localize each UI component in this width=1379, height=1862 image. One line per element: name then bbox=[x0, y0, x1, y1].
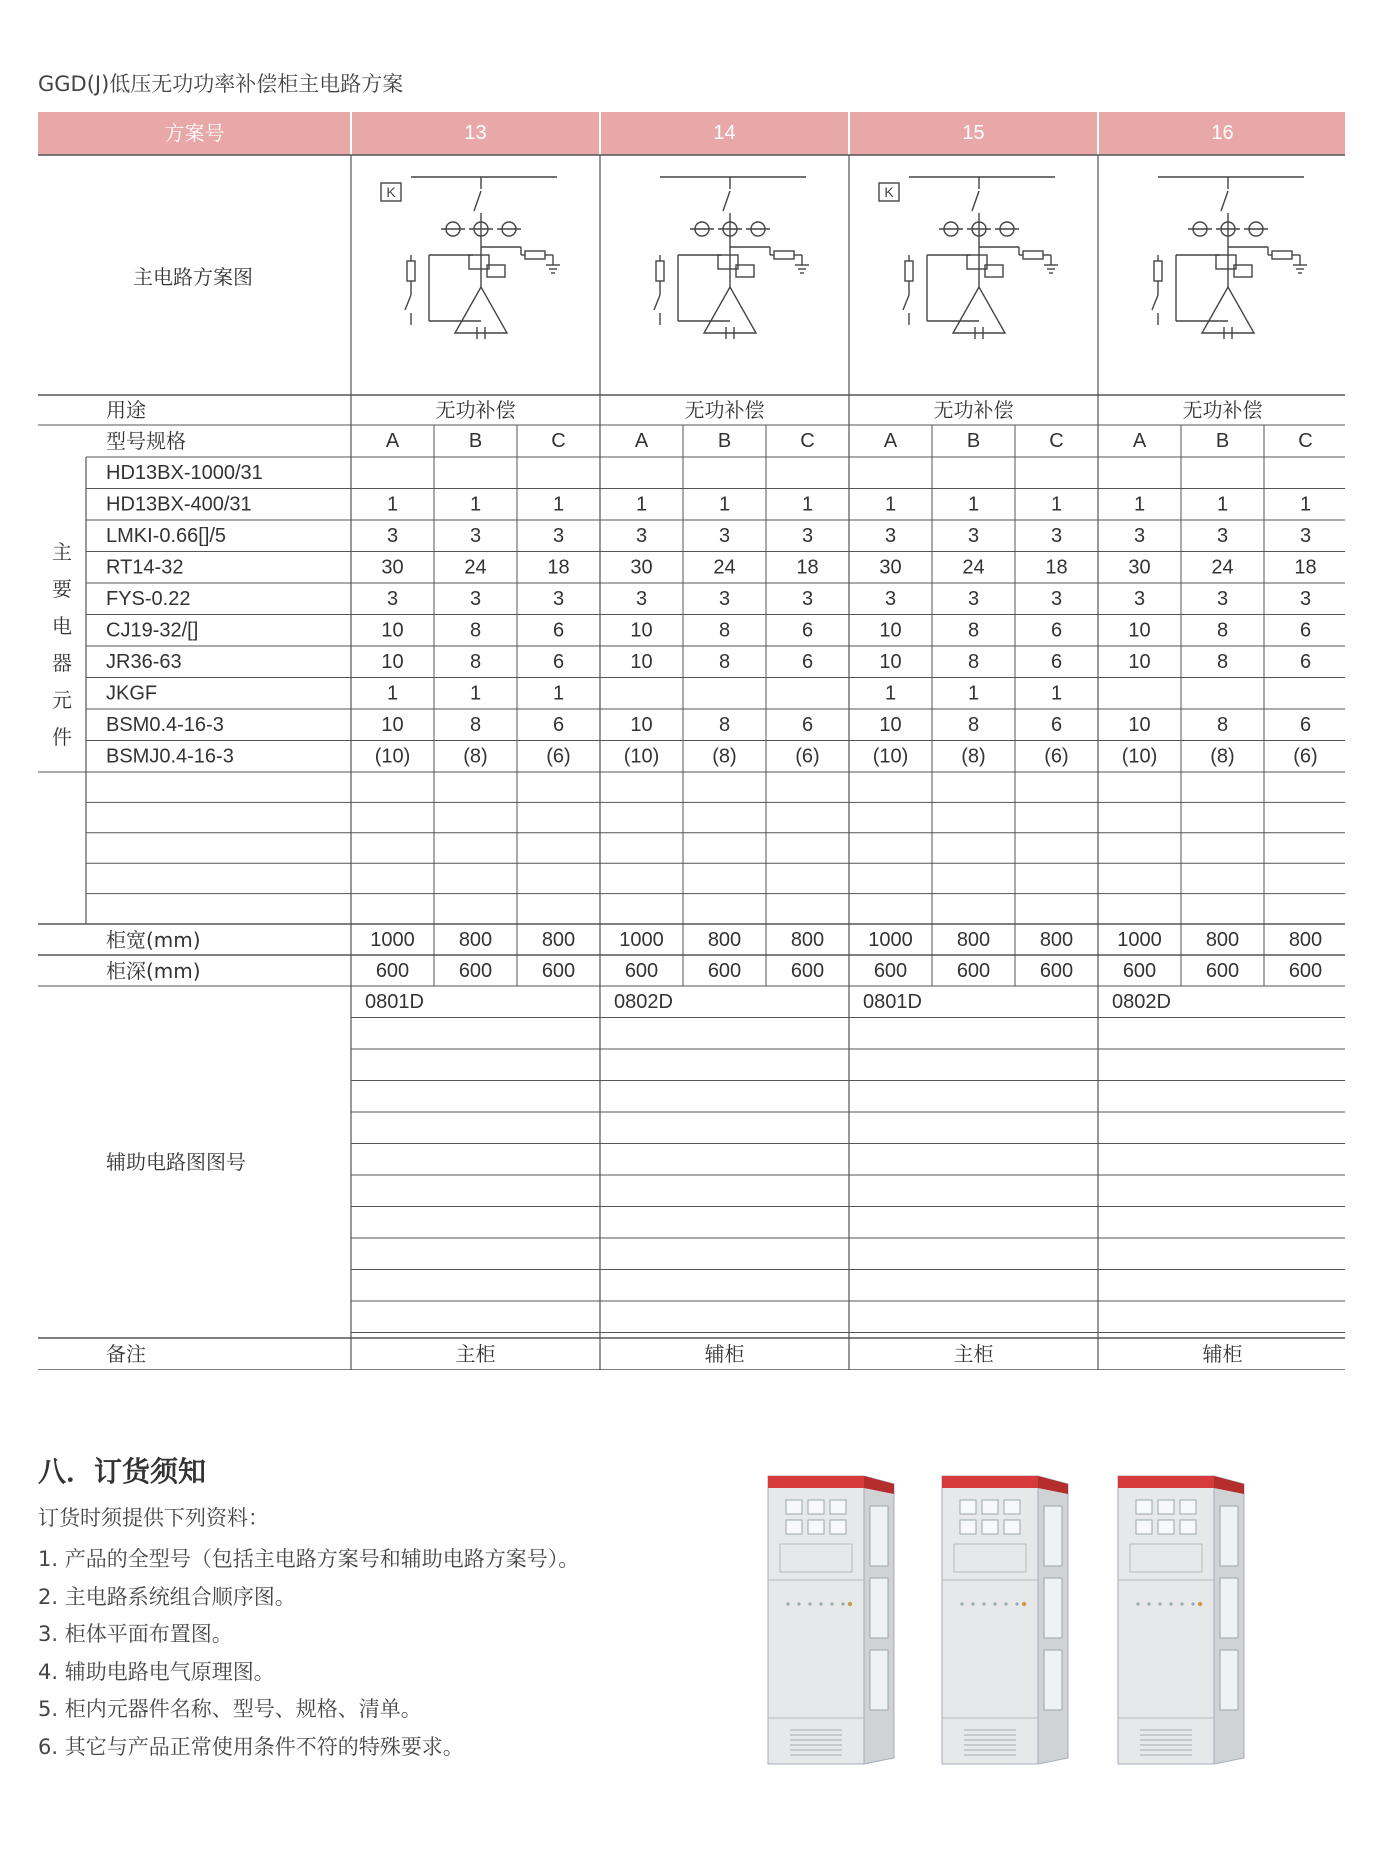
sub-column-header: A bbox=[1132, 430, 1147, 452]
component-quantity: (8) bbox=[961, 745, 986, 768]
component-quantity: 3 bbox=[1133, 524, 1146, 547]
scheme-number: 14 bbox=[713, 122, 736, 144]
ordering-section-title: 八．订货须知 bbox=[38, 1455, 207, 1488]
component-quantity: 24 bbox=[464, 556, 487, 579]
component-quantity: 18 bbox=[796, 556, 819, 579]
component-name: FYS-0.22 bbox=[106, 587, 191, 610]
component-quantity: 8 bbox=[967, 713, 980, 736]
cabinet-depth-value: 600 bbox=[1205, 960, 1240, 982]
cabinet-product-photo bbox=[760, 1468, 1260, 1768]
component-quantity: 3 bbox=[1050, 587, 1063, 610]
component-quantity: 3 bbox=[1216, 524, 1229, 547]
component-quantity: 3 bbox=[884, 587, 897, 610]
cabinet-illustration bbox=[1118, 1476, 1244, 1764]
component-quantity: (6) bbox=[546, 745, 571, 768]
component-group-label: 电 bbox=[52, 614, 72, 638]
aux-circuit-number: 0802D bbox=[1112, 991, 1171, 1013]
component-quantity: 8 bbox=[967, 619, 980, 642]
component-quantity: 8 bbox=[1216, 619, 1229, 642]
component-quantity: 30 bbox=[879, 556, 902, 579]
cabinet-depth-value: 600 bbox=[707, 960, 742, 982]
remark-label: 备注 bbox=[106, 1342, 146, 1366]
ordering-intro: 订货时须提供下列资料： bbox=[38, 1506, 269, 1530]
cabinet-depth-value: 600 bbox=[873, 960, 908, 982]
cabinet-width-value: 800 bbox=[1205, 929, 1240, 951]
component-quantity: 3 bbox=[469, 587, 482, 610]
cabinet-depth-value: 600 bbox=[1039, 960, 1074, 982]
component-quantity: 10 bbox=[381, 713, 404, 736]
aux-circuit-number: 0802D bbox=[614, 991, 673, 1013]
component-quantity: 3 bbox=[884, 524, 897, 547]
usage-value: 无功补偿 bbox=[1182, 398, 1263, 422]
component-quantity: 3 bbox=[552, 587, 565, 610]
component-quantity: 8 bbox=[469, 650, 482, 673]
component-quantity: (6) bbox=[1044, 745, 1069, 768]
component-quantity: 3 bbox=[1216, 587, 1229, 610]
diagram-row-label: 主电路方案图 bbox=[133, 265, 253, 289]
component-quantity: 10 bbox=[381, 650, 404, 673]
component-quantity: 1 bbox=[884, 493, 897, 516]
component-quantity: 6 bbox=[1299, 619, 1312, 642]
component-quantity: 1 bbox=[884, 682, 897, 705]
component-quantity: 10 bbox=[630, 619, 653, 642]
table-header bbox=[38, 112, 1345, 155]
main-circuit-scheme-table bbox=[38, 112, 1345, 1370]
component-quantity: 30 bbox=[630, 556, 653, 579]
component-quantity: 6 bbox=[801, 713, 814, 736]
component-quantity: 3 bbox=[801, 524, 814, 547]
component-quantity: 3 bbox=[801, 587, 814, 610]
usage-value: 无功补偿 bbox=[684, 398, 765, 422]
sub-column-header: A bbox=[385, 430, 400, 452]
component-quantity: 3 bbox=[1133, 587, 1146, 610]
component-quantity: 18 bbox=[1045, 556, 1068, 579]
component-group-label: 主 bbox=[52, 540, 72, 564]
component-quantity: 3 bbox=[635, 524, 648, 547]
cabinet-depth-value: 600 bbox=[956, 960, 991, 982]
sub-column-header: B bbox=[1215, 430, 1230, 452]
cabinet-width-value: 800 bbox=[956, 929, 991, 951]
component-quantity: 1 bbox=[469, 493, 482, 516]
component-name: HD13BX-400/31 bbox=[106, 493, 252, 516]
cabinet-width-label: 柜宽(mm) bbox=[106, 928, 201, 952]
component-quantity: 1 bbox=[1050, 682, 1063, 705]
remark-value: 主柜 bbox=[455, 1342, 496, 1366]
cabinet-width-value: 800 bbox=[1288, 929, 1323, 951]
main-circuit-diagram bbox=[381, 177, 560, 339]
scheme-number: 15 bbox=[962, 122, 985, 144]
component-name: BSMJ0.4-16-3 bbox=[106, 745, 234, 768]
component-quantity: 1 bbox=[552, 493, 565, 516]
ordering-item: 5. 柜内元器件名称、型号、规格、清单。 bbox=[38, 1697, 422, 1721]
component-quantity: 3 bbox=[1299, 524, 1312, 547]
ordering-item: 2. 主电路系统组合顺序图。 bbox=[38, 1584, 296, 1609]
component-quantity: 1 bbox=[801, 493, 814, 516]
component-quantity: 10 bbox=[879, 619, 902, 642]
component-quantity: (10) bbox=[623, 745, 660, 768]
component-quantity: 1 bbox=[386, 493, 399, 516]
svg-text:K: K bbox=[386, 184, 396, 200]
component-name: JR36-63 bbox=[106, 650, 182, 673]
component-quantity: 24 bbox=[962, 556, 985, 579]
component-quantity: 1 bbox=[967, 493, 980, 516]
page-title: GGD(J)低压无功功率补偿柜主电路方案 bbox=[38, 72, 404, 96]
scheme-number: 13 bbox=[464, 122, 487, 144]
component-quantity: 3 bbox=[718, 524, 731, 547]
aux-circuit-number: 0801D bbox=[365, 991, 424, 1013]
component-quantity: 1 bbox=[1299, 493, 1312, 516]
component-quantity: 6 bbox=[1050, 650, 1063, 673]
component-name: LMKI-0.66[]/5 bbox=[106, 524, 227, 547]
main-circuit-diagram bbox=[654, 177, 809, 339]
component-quantity: 18 bbox=[547, 556, 570, 579]
component-quantity: (6) bbox=[1293, 745, 1318, 768]
component-quantity: 6 bbox=[1299, 650, 1312, 673]
ordering-requirements-list bbox=[38, 1541, 579, 1766]
component-quantity: 10 bbox=[630, 713, 653, 736]
remark-value: 辅柜 bbox=[704, 1342, 745, 1366]
component-quantity: 3 bbox=[386, 524, 399, 547]
component-quantity: 6 bbox=[1050, 619, 1063, 642]
component-quantity: 1 bbox=[1050, 493, 1063, 516]
ordering-item: 6. 其它与产品正常使用条件不符的特殊要求。 bbox=[38, 1734, 464, 1759]
remark-value: 主柜 bbox=[953, 1342, 994, 1366]
sub-column-header: B bbox=[717, 430, 732, 452]
cabinet-width-value: 800 bbox=[1039, 929, 1074, 951]
cabinet-width-value: 800 bbox=[458, 929, 493, 951]
cabinet-depth-value: 600 bbox=[1288, 960, 1323, 982]
component-group-label: 件 bbox=[52, 725, 72, 749]
usage-value: 无功补偿 bbox=[933, 398, 1014, 422]
component-quantity: 8 bbox=[469, 619, 482, 642]
scheme-number-header: 方案号 bbox=[164, 121, 225, 145]
component-quantity: (8) bbox=[1210, 745, 1235, 768]
component-quantity: 3 bbox=[552, 524, 565, 547]
component-quantity: 8 bbox=[718, 650, 731, 673]
component-quantity: 10 bbox=[381, 619, 404, 642]
component-quantity: 1 bbox=[1216, 493, 1229, 516]
component-quantity: (10) bbox=[872, 745, 909, 768]
component-quantity: 10 bbox=[1128, 619, 1151, 642]
sub-column-header: B bbox=[966, 430, 981, 452]
cabinet-width-value: 1000 bbox=[619, 929, 664, 951]
cabinet-width-value: 1000 bbox=[1117, 929, 1162, 951]
component-quantity: 1 bbox=[386, 682, 399, 705]
component-quantity: 10 bbox=[1128, 713, 1151, 736]
cabinet-width-value: 800 bbox=[541, 929, 576, 951]
ordering-item: 4. 辅助电路电气原理图。 bbox=[38, 1659, 275, 1684]
component-name: BSM0.4-16-3 bbox=[106, 713, 224, 736]
component-quantity: 1 bbox=[469, 682, 482, 705]
component-quantity: 1 bbox=[635, 493, 648, 516]
main-circuit-diagram bbox=[1152, 177, 1307, 339]
component-quantity: 24 bbox=[713, 556, 736, 579]
component-quantity: 8 bbox=[469, 713, 482, 736]
usage-value: 无功补偿 bbox=[435, 398, 516, 422]
component-quantity: (6) bbox=[795, 745, 820, 768]
sub-column-header: B bbox=[468, 430, 483, 452]
component-name: RT14-32 bbox=[106, 556, 184, 579]
component-quantity: 1 bbox=[552, 682, 565, 705]
sub-column-header: C bbox=[1298, 430, 1313, 452]
component-quantity: 8 bbox=[967, 650, 980, 673]
component-quantity: 10 bbox=[630, 650, 653, 673]
component-quantity: 1 bbox=[718, 493, 731, 516]
component-name: JKGF bbox=[106, 682, 158, 705]
sub-column-header: C bbox=[551, 430, 566, 452]
component-quantity: 6 bbox=[801, 619, 814, 642]
component-quantity: 30 bbox=[1128, 556, 1151, 579]
component-name: CJ19-32/[] bbox=[106, 619, 199, 642]
component-quantity: 6 bbox=[801, 650, 814, 673]
component-quantity: 6 bbox=[552, 650, 565, 673]
component-group-label: 要 bbox=[52, 577, 72, 601]
cabinet-depth-value: 600 bbox=[1122, 960, 1157, 982]
component-quantity: 8 bbox=[718, 713, 731, 736]
aux-circuit-label: 辅助电路图图号 bbox=[106, 1150, 246, 1174]
component-quantity: 24 bbox=[1211, 556, 1234, 579]
component-quantity: 6 bbox=[1299, 713, 1312, 736]
cabinet-depth-value: 600 bbox=[790, 960, 825, 982]
component-quantity: 3 bbox=[967, 587, 980, 610]
sub-column-header: A bbox=[634, 430, 649, 452]
cabinet-depth-label: 柜深(mm) bbox=[106, 959, 201, 983]
cabinet-depth-value: 600 bbox=[458, 960, 493, 982]
component-quantity: 6 bbox=[1050, 713, 1063, 736]
remark-value: 辅柜 bbox=[1202, 1342, 1243, 1366]
component-quantity: 6 bbox=[552, 713, 565, 736]
component-quantity: 8 bbox=[1216, 713, 1229, 736]
sub-column-header: A bbox=[883, 430, 898, 452]
component-quantity: 30 bbox=[381, 556, 404, 579]
component-quantity: (8) bbox=[712, 745, 737, 768]
component-group-label: 器 bbox=[52, 651, 72, 675]
sub-column-header: C bbox=[800, 430, 815, 452]
usage-label: 用途 bbox=[106, 398, 146, 422]
component-quantity: 1 bbox=[967, 682, 980, 705]
cabinet-depth-value: 600 bbox=[541, 960, 576, 982]
component-quantity: 3 bbox=[635, 587, 648, 610]
component-quantity: (8) bbox=[463, 745, 488, 768]
component-quantity: 3 bbox=[469, 524, 482, 547]
sub-column-header: C bbox=[1049, 430, 1064, 452]
component-quantity: 10 bbox=[879, 713, 902, 736]
ordering-item: 1. 产品的全型号（包括主电路方案号和辅助电路方案号）。 bbox=[38, 1547, 580, 1571]
component-quantity: 6 bbox=[552, 619, 565, 642]
model-spec-label: 型号规格 bbox=[106, 429, 186, 453]
component-quantity: (10) bbox=[374, 745, 411, 768]
main-circuit-diagram bbox=[879, 177, 1058, 339]
component-quantity: 3 bbox=[967, 524, 980, 547]
scheme-number: 16 bbox=[1211, 122, 1234, 144]
component-quantity: 10 bbox=[1128, 650, 1151, 673]
cabinet-depth-value: 600 bbox=[624, 960, 659, 982]
component-quantity: 8 bbox=[1216, 650, 1229, 673]
component-quantity: 3 bbox=[1050, 524, 1063, 547]
cabinet-width-value: 800 bbox=[790, 929, 825, 951]
component-quantity: 10 bbox=[879, 650, 902, 673]
component-name: HD13BX-1000/31 bbox=[106, 461, 263, 484]
component-quantity: 3 bbox=[386, 587, 399, 610]
component-quantity: 1 bbox=[1133, 493, 1146, 516]
component-quantity: (10) bbox=[1121, 745, 1158, 768]
aux-circuit-number: 0801D bbox=[863, 991, 922, 1013]
component-group-label: 元 bbox=[52, 688, 72, 712]
cabinet-width-value: 800 bbox=[707, 929, 742, 951]
cabinet-illustration bbox=[768, 1476, 894, 1764]
component-quantity: 3 bbox=[1299, 587, 1312, 610]
cabinet-illustration bbox=[942, 1476, 1068, 1764]
component-quantity: 3 bbox=[718, 587, 731, 610]
cabinet-width-value: 1000 bbox=[370, 929, 415, 951]
component-quantity: 18 bbox=[1294, 556, 1317, 579]
svg-text:K: K bbox=[884, 184, 894, 200]
cabinet-width-value: 1000 bbox=[868, 929, 913, 951]
component-quantity: 8 bbox=[718, 619, 731, 642]
cabinet-depth-value: 600 bbox=[375, 960, 410, 982]
ordering-item: 3. 柜体平面布置图。 bbox=[38, 1622, 233, 1646]
